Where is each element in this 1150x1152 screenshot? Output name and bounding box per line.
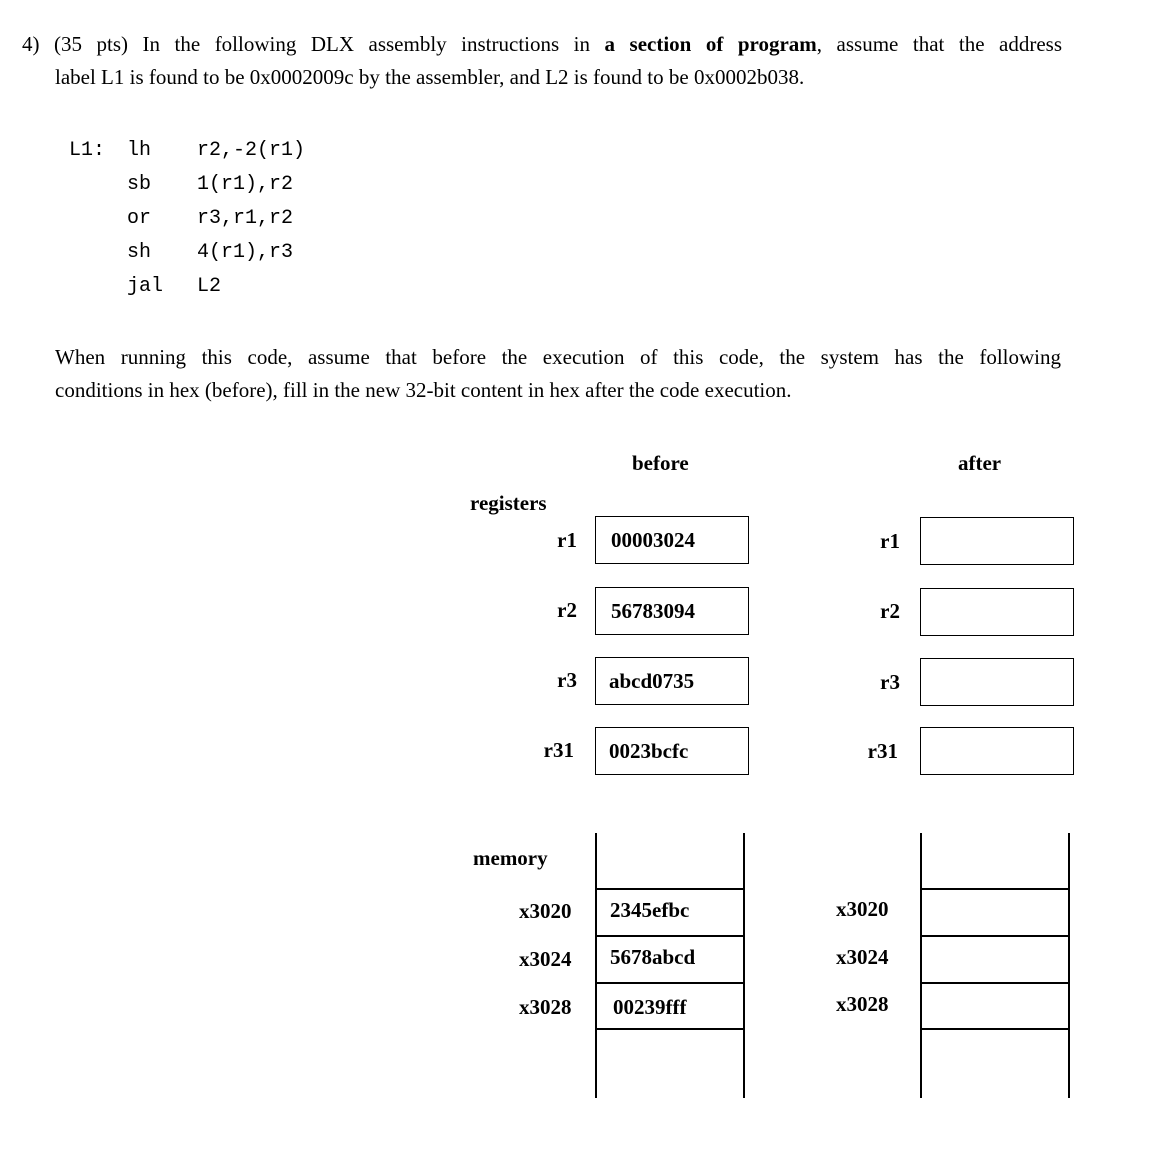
- memory-after-left-border: [920, 833, 922, 1098]
- registers-label: registers: [470, 491, 547, 515]
- register-before-box: [595, 727, 749, 775]
- memory-address: x3028: [836, 992, 889, 1016]
- memory-before-right-border: [743, 833, 745, 1098]
- memory-before-value: 2345efbc: [610, 898, 690, 922]
- register-after-input[interactable]: [920, 588, 1074, 636]
- register-name: r31: [867, 739, 898, 763]
- memory-label: memory: [473, 846, 548, 870]
- register-after-input[interactable]: [920, 727, 1074, 775]
- code-op: lh: [127, 139, 152, 162]
- register-before-box: [595, 657, 749, 705]
- question-intro-bold: a section of program: [604, 32, 817, 56]
- register-after-input[interactable]: [920, 658, 1074, 706]
- memory-address: x3020: [836, 897, 889, 921]
- memory-before-left-border: [595, 833, 597, 1098]
- register-before-box: [595, 516, 749, 564]
- register-after-input[interactable]: [920, 517, 1074, 565]
- description: [55, 341, 1061, 407]
- code-op: sh: [127, 241, 152, 264]
- question-intro: In the following DLX assembly instructions in: [142, 32, 591, 56]
- register-name: r3: [557, 668, 577, 692]
- memory-before-row-line: [595, 935, 744, 937]
- register-name: r1: [557, 528, 577, 552]
- code-op: or: [127, 207, 152, 230]
- memory-before-value: 5678abcd: [610, 945, 696, 969]
- before-header: before: [632, 451, 689, 475]
- register-name: r1: [880, 529, 900, 553]
- register-before-value: 56783094: [611, 598, 695, 623]
- register-before-value: 0023bcfc: [609, 738, 689, 763]
- register-name: r31: [543, 738, 574, 762]
- code-op: jal: [127, 275, 164, 298]
- question-points: (35 pts): [54, 32, 129, 56]
- memory-address: x3028: [519, 995, 572, 1019]
- code-args: r3,r1,r2: [197, 207, 294, 230]
- code-args: 4(r1),r3: [197, 241, 294, 264]
- after-header: after: [958, 451, 1002, 475]
- memory-after-right-border: [1068, 833, 1070, 1098]
- memory-address: x3024: [519, 947, 572, 971]
- memory-before-value: 00239fff: [613, 995, 687, 1019]
- register-name: r2: [880, 599, 900, 623]
- register-before-value: abcd0735: [609, 668, 695, 693]
- question-intro-end: , assume that the address: [816, 32, 1063, 56]
- question-line-1: [22, 28, 1062, 61]
- register-name: r3: [880, 670, 900, 694]
- memory-before-row-line: [595, 888, 744, 890]
- register-before-box: [595, 587, 749, 635]
- question-line-2-text: label L1 is found to be 0x0002009c by the assembler, and L2 is found to be 0x0002b038.: [55, 65, 805, 89]
- question-number: 4): [22, 32, 40, 56]
- memory-after-row-line: [920, 1028, 1069, 1030]
- description-line-2: conditions in hex (before), fill in the new 32-bit content in hex after the code execution.: [55, 378, 792, 402]
- code-op: sb: [127, 173, 152, 196]
- code-args: 1(r1),r2: [197, 173, 294, 196]
- register-before-value: 00003024: [611, 527, 695, 552]
- memory-before-row-line: [595, 982, 744, 984]
- register-name: r2: [557, 598, 577, 622]
- memory-after-row-line: [920, 982, 1069, 984]
- code-args: r2,-2(r1): [197, 139, 306, 162]
- code-args: L2: [197, 275, 222, 298]
- memory-after-row-line: [920, 888, 1069, 890]
- question-line-2: [55, 61, 804, 94]
- memory-after-row-line: [920, 935, 1069, 937]
- memory-address: x3020: [519, 899, 572, 923]
- memory-before-row-line: [595, 1028, 744, 1030]
- memory-address: x3024: [836, 945, 889, 969]
- code-label-l1: L1:: [69, 139, 106, 162]
- description-line-1: When running this code, assume that before the execution of this code, the system has the following: [55, 345, 1061, 369]
